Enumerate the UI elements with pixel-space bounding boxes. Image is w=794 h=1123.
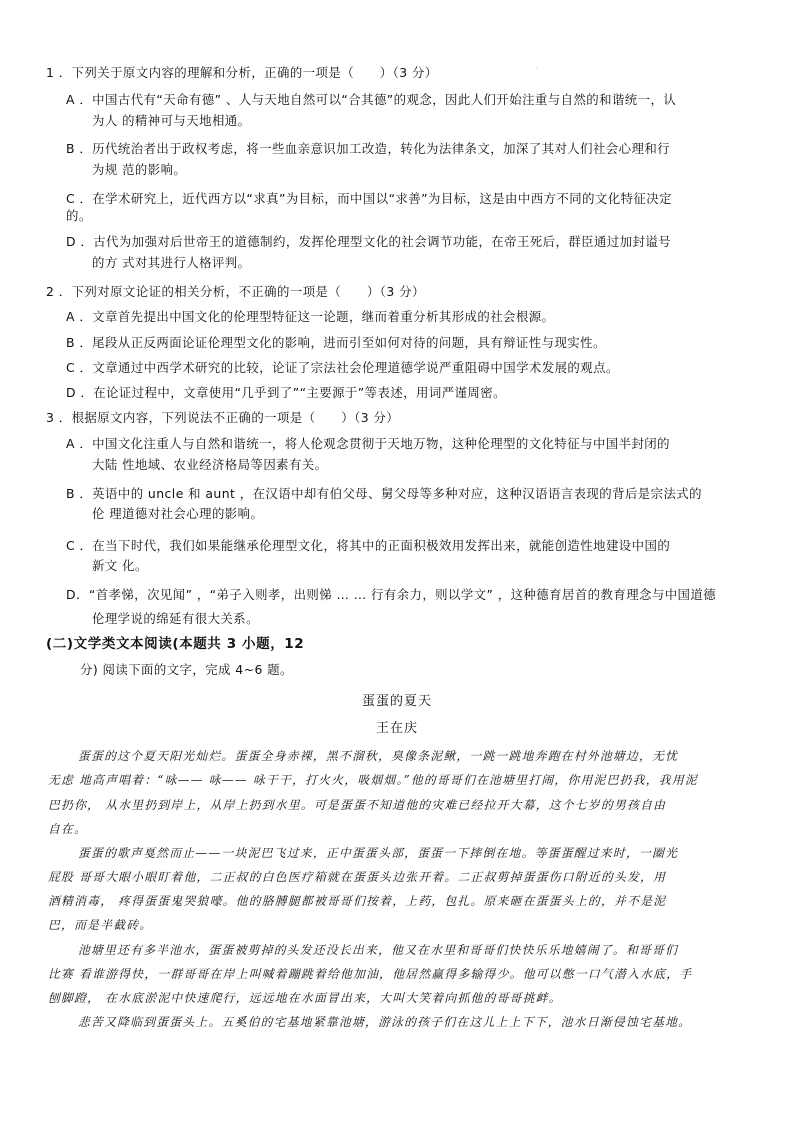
story-author: 王在庆 (375, 721, 418, 736)
q1-option-d-line2: 的方 式对其进行人格评判。 (92, 255, 251, 270)
q1-option-b-line2: 为规 范的影响。 (92, 162, 187, 177)
story-line-5: 蛋蛋的歌声戛然而止——一块泥巴飞过来，正中蛋蛋头部，蛋蛋一下摔倒在地。等蛋蛋醒过来时，一圈光 (78, 846, 679, 860)
q2-option-a: A ．文章首先提出中国文化的伦理型特征这一论题，继而着重分析其形成的社会根源。 (66, 309, 555, 324)
story-line-11: 刨脚蹬， 在水底淤泥中快速爬行，远远地在水面冒出来，大叫大笑着向抓他的哥哥挑衅。 (48, 991, 562, 1005)
q2-option-b: B ．尾段从正反两面论证伦理型文化的影响，进而引至如何对待的问题，具有辩证性与现实性。 (66, 335, 606, 350)
story-line-3: 巴扔你， 从水里扔到岸上，从岸上扔到水里。可是蛋蛋不知道他的灾难已经拉开大幕，这个七岁的男孩自由 (48, 798, 667, 812)
section-heading: (二)文学类文本阅读(本题共 3 小题，12 (46, 636, 305, 652)
story-line-7: 酒精消毒， 疼得蛋蛋鬼哭狼嚎。他的胳膊腿都被哥哥们按着，上药，包扎。原来砸在蛋蛋头上的，并不是泥 (48, 894, 667, 908)
question-3-stem: 3 ．根据原文内容，下列说法不正确的一项是（ ）（3 分） (46, 410, 400, 425)
story-title: 蛋蛋的夏天 (361, 694, 432, 709)
q3-option-c-line2: 新文 化。 (92, 558, 148, 573)
q3-option-c-line1: C ．在当下时代，我们如果能继承伦理型文化，将其中的正面积极效用发挥出来，就能创造性地建设中国的 (66, 538, 671, 553)
q3-option-d-line2: 伦理学说的绵延有很大关系。 (92, 611, 259, 626)
q1-option-b-line1: B ．历代统治者出于政权考虑，将一些血亲意识加工改造，转化为法律条文，加深了其对人们社会心理和行 (66, 141, 671, 156)
story-line-10: 比赛 看谁游得快，一群哥哥在岸上叫喊着蹦跳着给他加油，他居然赢得多输得少。他可以憋一口气潜入水底，手 (48, 967, 693, 981)
story-line-12: 悲苦又降临到蛋蛋头上。五奚伯的宅基地紧靠池塘，游泳的孩子们在这儿上上下下，池水日渐侵蚀宅基地。 (78, 1015, 692, 1029)
story-line-4: 自在。 (48, 822, 88, 836)
story-line-6: 屁股 哥哥大眼小眼盯着他，二正叔的白色医疗箱就在蛋蛋头边张开着。二正叔剪掉蛋蛋伤口附近的头发，用 (48, 870, 667, 884)
q3-option-a-line2: 大陆 性地域、农业经济格局等因素有关。 (92, 457, 328, 472)
story-line-1: 蛋蛋的这个夏天阳光灿烂。蛋蛋全身赤裸，黑不溜秋，臭像条泥鳅，一跳一跳地奔跑在村外池塘边，无忧 (78, 749, 679, 763)
q3-option-b-line2: 伦 理道德对社会心理的影响。 (92, 506, 264, 521)
section-instruction: 分) 阅读下面的文字，完成 4~6 题。 (80, 662, 293, 677)
q1-option-c-line2: 的。 (66, 208, 92, 223)
q3-option-b-line1: B ．英语中的 uncle 和 aunt ，在汉语中却有伯父母、舅父母等多种对应，这种汉语语言表现的背后是宗法式的 (66, 486, 702, 501)
q2-option-c: C ．文章通过中西学术研究的比较，论证了宗法社会伦理道德学说严重阻碍中国学术发展的观点。 (66, 360, 619, 375)
q1-option-a-line1: A ．中国古代有“天命有德” 、人与天地自然可以“合其德”的观念，因此人们开始注重与自然的和谐统一，认 (66, 92, 677, 107)
story-line-9: 池塘里还有多半池水，蛋蛋被剪掉的头发还没长出来，他又在水里和哥哥们快快乐乐地嬉闹了。和哥哥们 (78, 943, 679, 957)
q1-option-a-line2: 为人 的精神可与天地相通。 (92, 113, 251, 128)
question-2-stem: 2 ．下列对原文论证的相关分析，不正确的一项是（ ）（3 分） (46, 284, 425, 299)
q3-option-a-line1: A ．中国文化注重人与自然和谐统一，将人伦观念贯彻于天地万物，这种伦理型的文化特征与中国半封闭的 (66, 436, 670, 451)
question-1-stem: 1 ．下列关于原文内容的理解和分析，正确的一项是（ ）（3 分） (46, 65, 438, 80)
q3-option-d-line1: D．“首孝悌，次见闻” ，“弟子入则孝，出则悌 … … 行有余力，则以学文” ，这种德育居首的教育理念与中国道德 (66, 587, 717, 602)
story-line-8: 巴，而是半截砖。 (48, 918, 153, 932)
page-mark: · (536, 66, 538, 73)
q1-option-c-line1: C ．在学术研究上，近代西方以“求真”为目标，而中国以“求善”为目标，这是由中西方不同的文化特征决定 (66, 191, 672, 206)
story-line-2: 无虑 地高声唱着：“咏—— 咏—— 咏干干，打火火，吸烟烟。”他的哥哥们在池塘里打闹，你用泥巴扔我，我用泥 (48, 773, 698, 787)
q2-option-d: D ．在论证过程中，文章使用“几乎到了”“主要源于”等表述，用词严谨周密。 (66, 385, 506, 400)
q1-option-d-line1: D ．古代为加强对后世帝王的道德制约，发挥伦理型文化的社会调节功能，在帝王死后，群臣通过加封谥号 (66, 234, 672, 249)
